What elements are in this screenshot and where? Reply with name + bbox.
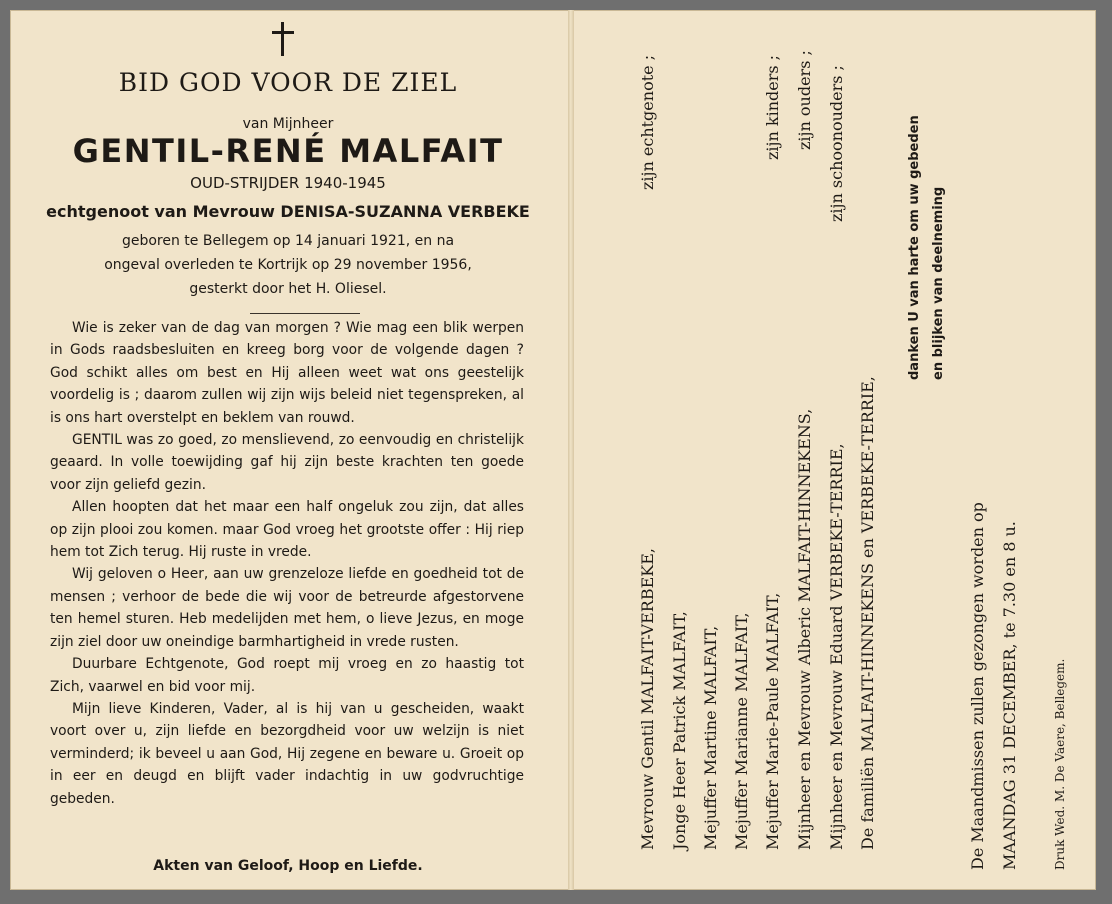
veteran-line: OUD-STRIJDER 1940-1945 — [190, 174, 386, 192]
paragraph: Allen hoopten dat het maar een half ongeluk zou zijn, dat alles op zijn plooi zou komen. maar God vroeg het grootste offer : Hij riep hem tot Zich terug. Hij ruste in vrede. — [50, 499, 524, 561]
thanks-line-1: danken U van harte om uw gebeden — [907, 115, 922, 380]
van-line: van Mijnheer — [242, 116, 334, 132]
paragraph: Duurbare Echtgenote, God roept mij vroeg en zo haastig tot Zich, vaarwel en bid voor mij. — [50, 656, 524, 695]
family-line: Mejuffer Marie-Paule MALFAIT, — [763, 592, 782, 850]
spouse-line: echtgenoot van Mevrouw DENISA-SUZANNA VERBEKE — [46, 202, 530, 221]
left-panel — [10, 10, 566, 890]
mass-line-1: De Maandmissen zullen gezongen worden op — [968, 502, 987, 870]
family-line: De familiën MALFAIT-HINNEKENS en VERBEKE-TERRIE, — [858, 376, 877, 850]
deceased-name: GENTIL-RENÉ MALFAIT — [72, 132, 504, 170]
family-line: Jonge Heer Patrick MALFAIT, — [670, 611, 689, 850]
birth-line-3: gesterkt door het H. Oliesel. — [189, 281, 387, 297]
family-line: Mejuffer Martine MALFAIT, — [701, 625, 720, 850]
family-line: Mejuffer Marianne MALFAIT, — [732, 612, 751, 850]
mass-line-2: MAANDAG 31 DECEMBER, te 7.30 en 8 u. — [1000, 521, 1019, 870]
card-fold — [568, 10, 574, 890]
role-spouse: zijn echtgenote ; — [638, 54, 657, 190]
printer-line: Druk Wed. M. De Vaere, Bellegem. — [1053, 658, 1067, 870]
closing-prayer: Akten van Geloof, Hoop en Liefde. — [153, 858, 423, 874]
right-panel — [576, 10, 1096, 890]
role-parents: zijn ouders ; — [795, 50, 814, 150]
family-line: Mijnheer en Mevrouw Eduard VERBEKE-TERRIE, — [827, 443, 846, 850]
family-line: Mijnheer en Mevrouw Alberic MALFAIT-HINNEKENS, — [795, 408, 814, 850]
role-children: zijn kinders ; — [763, 54, 782, 160]
memorial-card — [10, 10, 1096, 890]
role-in-laws: zijn schoonouders ; — [827, 65, 846, 222]
prayer-heading: BID GOD VOOR DE ZIEL — [118, 68, 458, 97]
divider — [250, 313, 360, 314]
birth-line-2: ongeval overleden te Kortrijk op 29 november 1956, — [104, 257, 472, 273]
paragraph: Wij geloven o Heer, aan uw grenzeloze liefde en goedheid tot de mensen ; verhoor de bede die wij voor de betreurde afgestorvene ten hemel sturen. Heb medelijden met hem, o lieve Jezus, en moge zijn ziel door uw oneindige barmhartigheid in vrede rusten. — [50, 566, 524, 650]
cross-icon — [272, 22, 294, 56]
thanks-line-2: en blijken van deelneming — [931, 186, 946, 380]
paragraph: Mijn lieve Kinderen, Vader, al is hij van u gescheiden, waakt voort over u, zijn liefde en bezorgdheid voor uw welzijn is niet verminderd; ik beveel u aan God, Hij zegene en beware u. Groeit op in eer en deugd en blijft vader indachtig in uw godvruchtige gebeden. — [50, 700, 524, 807]
paragraph: GENTIL was zo goed, zo menslievend, zo eenvoudig en christelijk geaard. In volle toewijding gaf hij zijn beste krachten ten goede voor zijn geliefd gezin. — [50, 432, 524, 493]
birth-line-1: geboren te Bellegem op 14 januari 1921, en na — [121, 233, 455, 249]
family-line: Mevrouw Gentil MALFAIT-VERBEKE, — [638, 548, 657, 850]
memorial-text — [50, 317, 524, 810]
paragraph: Wie is zeker van de dag van morgen ? Wie mag een blik werpen in Gods raadsbesluiten en kreeg borg voor de volgende dagen ? God schikt alles om best en Hij alleen weet wat ons geestelijk voordelig is ; daarom zullen wij zijn wijs beleid niet tegenspreken, al is ons hart overstelpt en beklem van rouwd. — [50, 320, 524, 426]
